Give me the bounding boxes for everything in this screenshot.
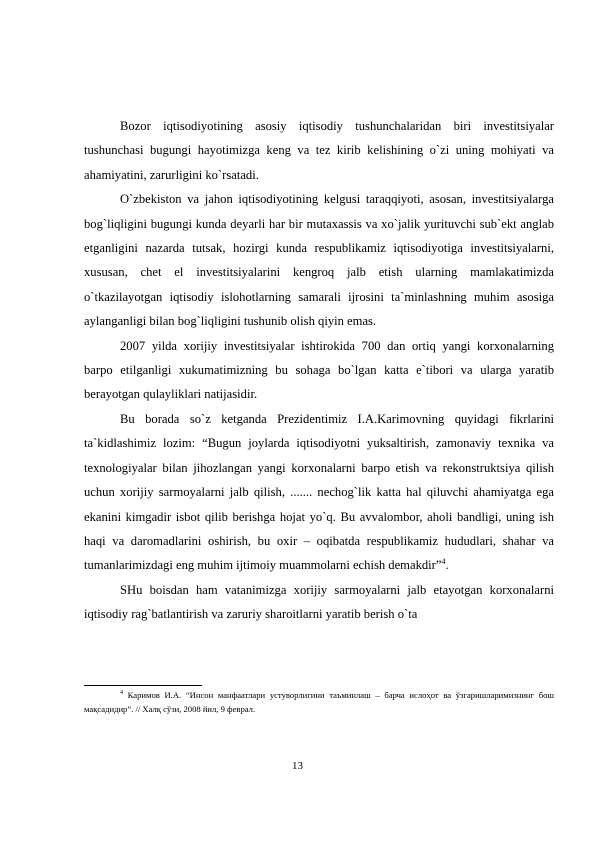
page-number: 13 xyxy=(292,760,303,772)
body-text xyxy=(84,114,554,627)
paragraph-1: Bozor iqtisodiyotining asosiy iqtisodiy tushunchalaridan biri investitsiyalar tushunchasi bugungi hayotimizga keng va tez kirib kelishining o`zi uning mohiyati va ahamiyatini, zarurligini ko`rsatadi. xyxy=(84,119,554,182)
paragraph-3: 2007 yilda xorijiy investitsiyalar ishtirokida 700 dan ortiq yangi korxonalarning barpo etilganligi xukumatimizning bu sohaga bo`lgan katta e`tibori va ularga yaratib berayotgan qulayliklari natijasidir. xyxy=(84,338,554,402)
paragraph-4-end: . xyxy=(445,558,449,573)
paragraph-4-text: Bu borada so`z ketganda Prezidentimiz I.A.Karimovning quyidagi fikrlarini ta`kidlashimiz lozim: “Bugun joylarda iqtisodiyotni yuksaltirish, zamonaviy texnika va texnologiyalar bilan jihozlangan yangi korxonalarni barpo etish va rekonstruktsiya qilish uchun xorijiy sarmoyalarni jalb qilish, ....... nechog`lik katta hal qiluvchi ahamiyatga ega ekanini kimgadir isbot qilib berishga hojat yo`q. Bu avvalombor, aholi bandligi, uning ish haqi va daromadlarini oshirish, bu oxir – oqibatda respublikamiz hududlari, shahar va tumanlarimizdagi eng muhim ijtimoiy muammolarni echish demakdir” xyxy=(84,411,554,573)
paragraph-4 xyxy=(84,407,554,578)
footnote-text: Каримов И.А. “Инсон манфаатлари устуворлигини таъминлаш – барча ислоҳот ва ўзгаришларимизнинг бош мақсадидир”. // Халқ сўзи, 2008 йил, 9 феврал. xyxy=(84,690,554,714)
footnote-number: 4 xyxy=(120,690,123,697)
paragraph-5: SHu boisdan ham vatanimizga xorijiy sarmoyalarni jalb etayotgan korxonalarni iqtisodiy rag`batlantirish va zaruriy sharoitlarni yaratib berish o`ta xyxy=(84,582,554,622)
footnote-reference[interactable]: 4 xyxy=(441,557,446,567)
footnote xyxy=(84,689,554,716)
paragraph-2: O`zbekiston va jahon iqtisodiyotining kelgusi taraqqiyoti, asosan, investitsiyalarga bog`liqligini bugungi kunda deyarli har bir mutaxassis va xo`jalik yurituvchi sub`ekt anglab etganligini nazarda tutsak, hozirgi kunda respublikamiz iqtisodiyotiga investitsiyalarni, xususan, chet el investitsiyalarini kengroq jalb etish ularning mamlakatimizda o`tkazilayotgan iqtisodiy islohotlarning samarali ijrosini ta`minlashning muhim asosiga aylanganligi bilan bog`liqligini tushunib olish qiyin emas. xyxy=(84,192,554,329)
footnote-separator xyxy=(84,685,202,686)
